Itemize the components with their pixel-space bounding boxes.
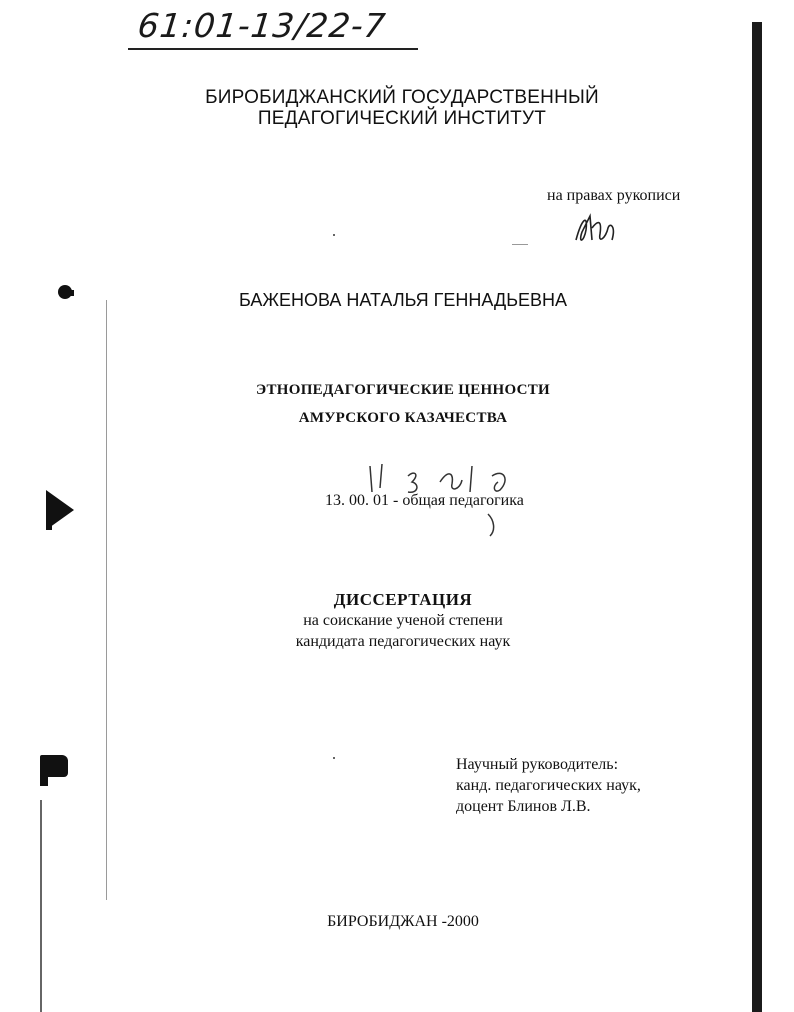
- catalog-number-handwritten: 61:01-13/22-7: [135, 6, 389, 45]
- supervisor-degree: канд. педагогических наук,: [456, 777, 641, 794]
- scan-binding-mark: [46, 510, 52, 530]
- institute-line-2: ПЕДАГОГИЧЕСКИЙ ИНСТИТУТ: [257, 108, 547, 129]
- scan-dot: [333, 234, 335, 236]
- scan-edge-bar: [752, 22, 762, 1012]
- signature-icon: [572, 210, 620, 250]
- dissertation-heading: ДИССЕРТАЦИЯ: [333, 590, 473, 609]
- scan-binding-mark: [40, 770, 48, 786]
- institute-line-1: БИРОБИДЖАНСКИЙ ГОСУДАРСТВЕННЫЙ: [205, 87, 599, 108]
- scan-dot: [333, 757, 335, 759]
- dissertation-degree-line-2: кандидата педагогических наук: [295, 633, 511, 650]
- city-year: БИРОБИДЖАН -2000: [327, 913, 479, 930]
- catalog-number-underline: [128, 48, 418, 50]
- supervisor-name: доцент Блинов Л.В.: [456, 798, 591, 815]
- dissertation-title-line-1: ЭТНОПЕДАГОГИЧЕСКИЕ ЦЕННОСТИ: [256, 382, 550, 398]
- specialty-code: 13. 00. 01 - общая педагогика: [325, 492, 524, 509]
- scan-fold-line: [40, 800, 42, 1012]
- author-name: БАЖЕНОВА НАТАЛЬЯ ГЕННАДЬЕВНА: [238, 290, 568, 310]
- supervisor-block: [456, 754, 641, 817]
- manuscript-note: на правах рукописи: [547, 187, 681, 204]
- dissertation-title-line-2: АМУРСКОГО КАЗАЧЕСТВА: [298, 410, 508, 426]
- supervisor-label: Научный руководитель:: [456, 756, 619, 773]
- scan-dash: [512, 244, 528, 245]
- dissertation-degree-line-1: на соискание ученой степени: [303, 612, 503, 629]
